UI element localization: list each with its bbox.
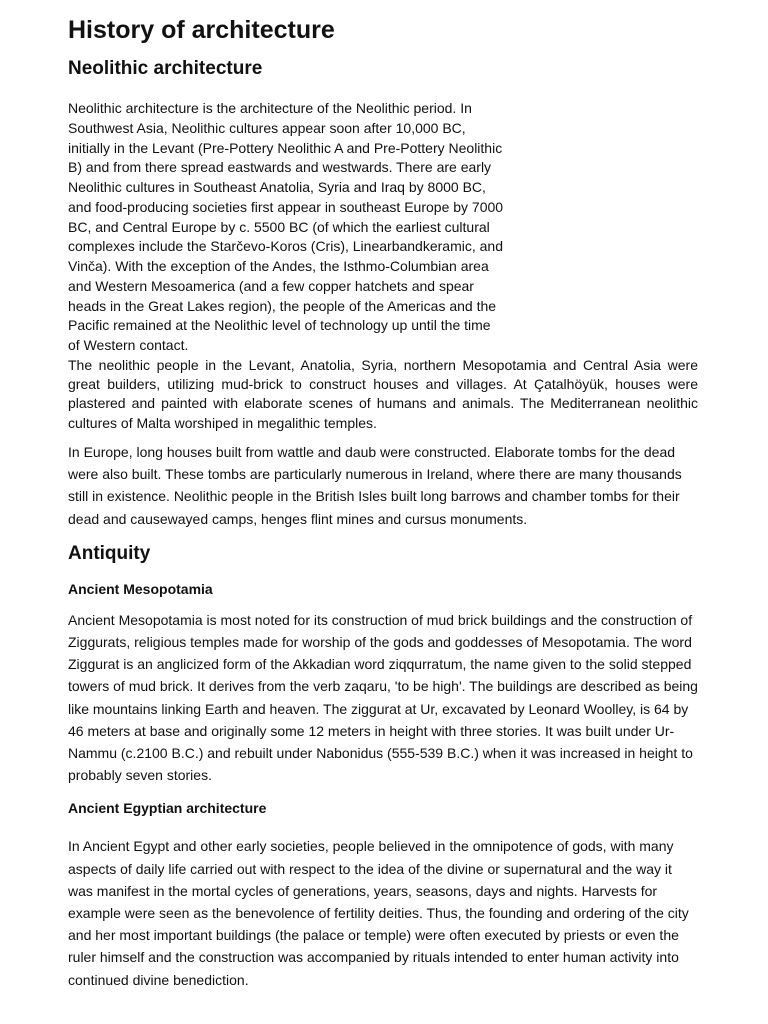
mesopotamia-paragraph: Ancient Mesopotamia is most noted for its construction of mud brick buildings and the construction of Ziggurats, religious temples made for worship of the gods and goddesses of Mesopotamia. The word Ziggurat is an anglicized form of the Akkadian word ziqqurratum, the name given to the solid stepped towers of mud brick. It derives from the verb zaqaru, 'to be high'. The buildings are described as being like mountains linking Earth and heaven. The ziggurat at Ur, excavated by Leonard Woolley, is 64 by 46 meters at base and originally some 12 meters in height with three stories. It was built under Ur-Nammu (c.2100 B.C.) and rebuilt under Nabonidus (555-539 B.C.) when it was increased in height to probably seven stories. bbox=[68, 611, 698, 784]
mesopotamia-heading: Ancient Mesopotamia bbox=[68, 580, 213, 597]
neolithic-paragraph-1: Neolithic architecture is the architecture of the Neolithic period. In Southwest Asia, Neolithic cultures appear soon after 10,000 BC, initially in the Levant (Pre-Pottery Neolithic A and Pre-Pottery Neolithic B) and from there spread eastwards and westwards. There are early Neolithic cultures in Southeast Anatolia, Syria and Iraq by 8000 BC, and food-producing societies first appear in southeast Europe by 7000 BC, and Central Europe by c. 5500 BC (of which the earliest cultural complexes include the Starčevo-Koros (Cris), Linearbandkeramic, and Vinča). With the exception of the Andes, the Isthmo-Columbian area and Western Mesoamerica (and a few copper hatchets and spear heads in the Great Lakes region), the people of the Americas and the Pacific remained at the Neolithic level of technology up until the time of Western contact. bbox=[68, 100, 504, 353]
neolithic-heading: Neolithic architecture bbox=[68, 58, 263, 79]
page-title: History of architecture bbox=[68, 16, 335, 44]
document-page bbox=[68, 14, 698, 991]
neolithic-paragraph-3: In Europe, long houses built from wattle and daub were constructed. Elaborate tombs for the dead were also built. These tombs are particularly numerous in Ireland, where there are many thousands still in existence. Neolithic people in the British Isles built long barrows and chamber tombs for their dead and causewayed camps, henges flint mines and cursus monuments. bbox=[68, 443, 682, 527]
egypt-heading: Ancient Egyptian architecture bbox=[68, 800, 267, 817]
neolithic-paragraph-2: The neolithic people in the Levant, Anatolia, Syria, northern Mesopotamia and Central Asia were great builders, utilizing mud-brick to construct houses and villages. At Çatalhöyük, houses were plastered and painted with elaborate scenes of humans and animals. The Mediterranean neolithic cultures of Malta worshiped in megalithic temples. bbox=[68, 356, 698, 431]
antiquity-heading: Antiquity bbox=[68, 542, 151, 564]
egypt-paragraph: In Ancient Egypt and other early societies, people believed in the omnipotence of gods, with many aspects of daily life carried out with respect to the idea of the divine or supernatural and the way it was manifest in the mortal cycles of generations, years, seasons, days and nights. Harvests for example were seen as the benevolence of fertility deities. Thus, the founding and ordering of the city and her most important buildings (the palace or temple) were often executed by priests or even the ruler himself and the construction was accompanied by rituals intended to enter human activity into continued divine benediction. bbox=[68, 838, 689, 988]
